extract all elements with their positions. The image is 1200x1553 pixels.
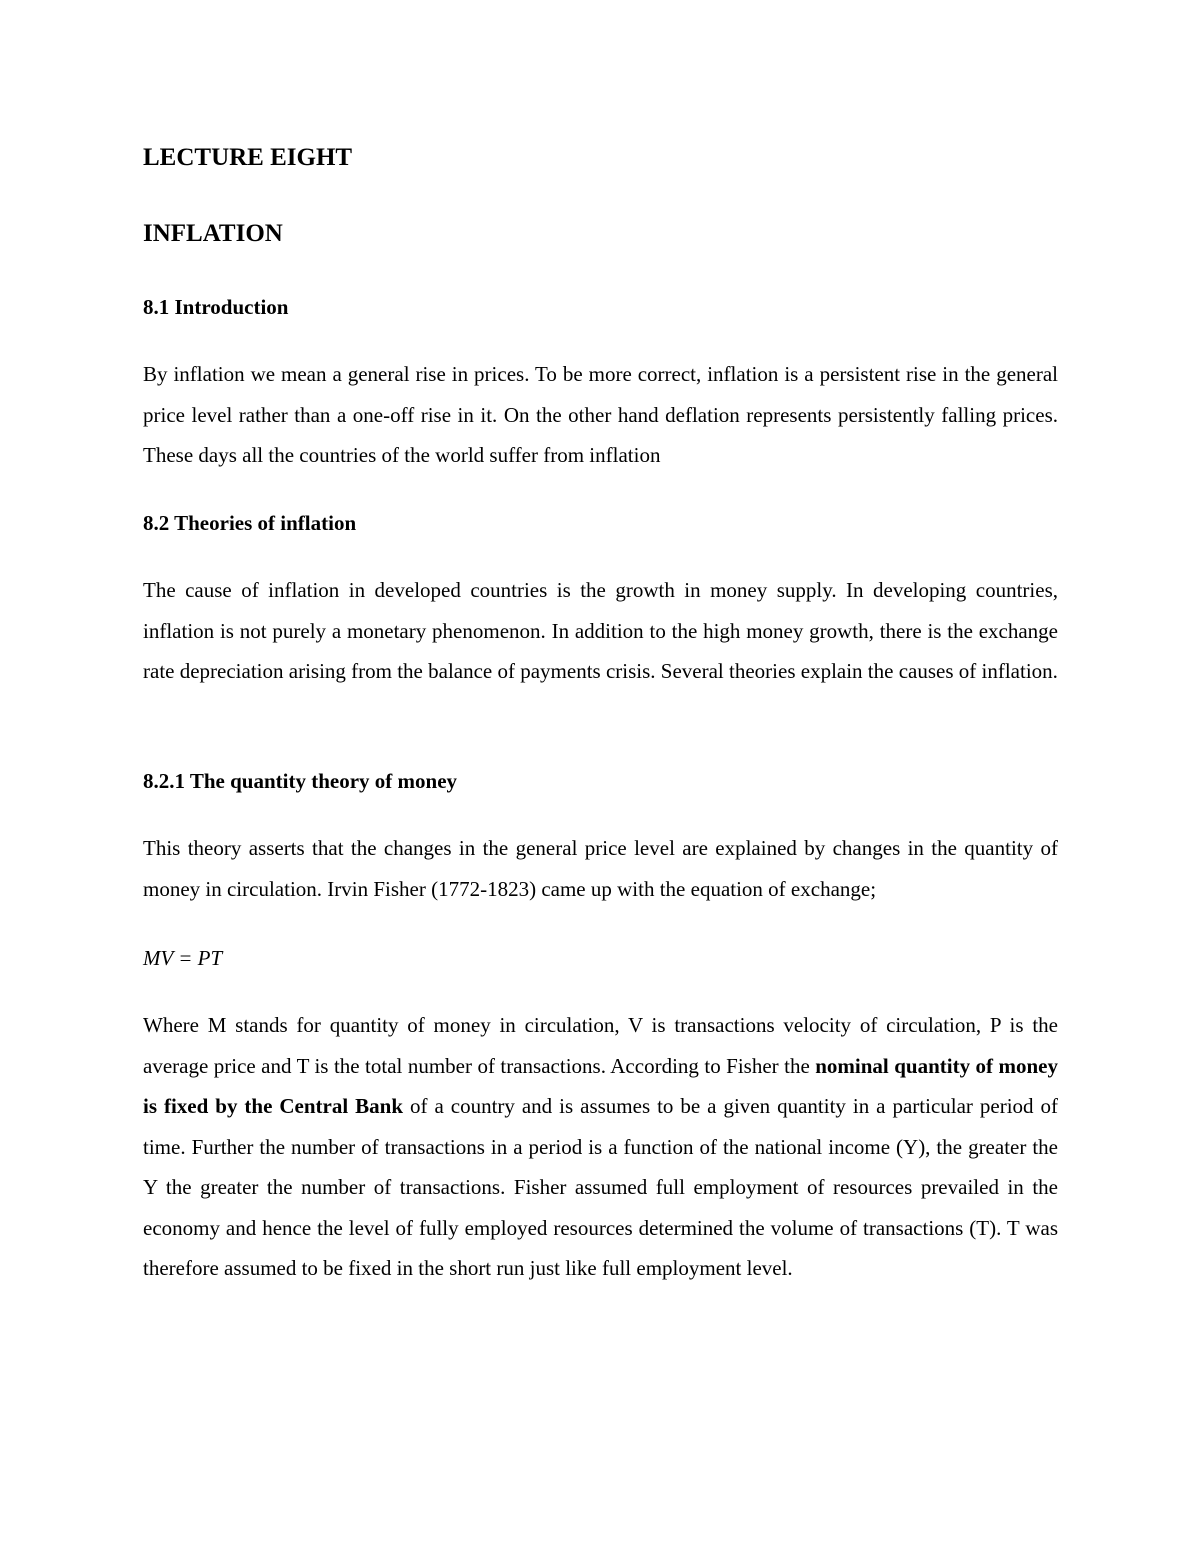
section-heading-theories: 8.2 Theories of inflation bbox=[143, 511, 357, 535]
theories-paragraph: The cause of inflation in developed countries is the growth in money supply. In developing countries, inflation is not purely a monetary phenomenon. In addition to the high money growth, there is the exchange rate depreciation arising from the balance of payments crisis. Several theories explain the causes of inflation. bbox=[143, 578, 1058, 683]
equation-of-exchange: MV = PT bbox=[143, 946, 223, 970]
topic-title: INFLATION bbox=[143, 220, 283, 247]
quantity-theory-paragraph: This theory asserts that the changes in the general price level are explained by changes in the quantity of money in circulation. Irvin Fisher (1772-1823) came up with the equation of exchange; bbox=[143, 836, 1058, 901]
fisher-explanation-paragraph bbox=[143, 1005, 1058, 1289]
fisher-text-part-1: Where M stands for quantity of money in circulation, V is transactions velocity of circulation, P is the average price and T is the total number of transactions. According to Fisher the bbox=[143, 1013, 1058, 1078]
fisher-text-part-2: of a country and is assumes to be a given quantity in a particular period of time. Further the number of transactions in a period is a function of the national income (Y), the greater the Y the greater the number of transactions. Fisher assumed full employment of resources prevailed in the economy and hence the level of fully employed resources determined the volume of transactions (T). T was therefore assumed to be fixed in the short run just like full employment level. bbox=[143, 1094, 1058, 1280]
section-heading-introduction: 8.1 Introduction bbox=[143, 295, 289, 319]
section-heading-quantity-theory: 8.2.1 The quantity theory of money bbox=[143, 769, 458, 793]
fisher-text-bold: nominal quantity of money is fixed by the Central Bank bbox=[143, 1053, 1058, 1118]
lecture-title: LECTURE EIGHT bbox=[143, 144, 353, 171]
document-page bbox=[143, 0, 1058, 1553]
introduction-paragraph: By inflation we mean a general rise in prices. To be more correct, inflation is a persistent rise in the general price level rather than a one-off rise in it. On the other hand deflation represents persistently falling prices. These days all the countries of the world suffer from inflation bbox=[143, 362, 1058, 467]
